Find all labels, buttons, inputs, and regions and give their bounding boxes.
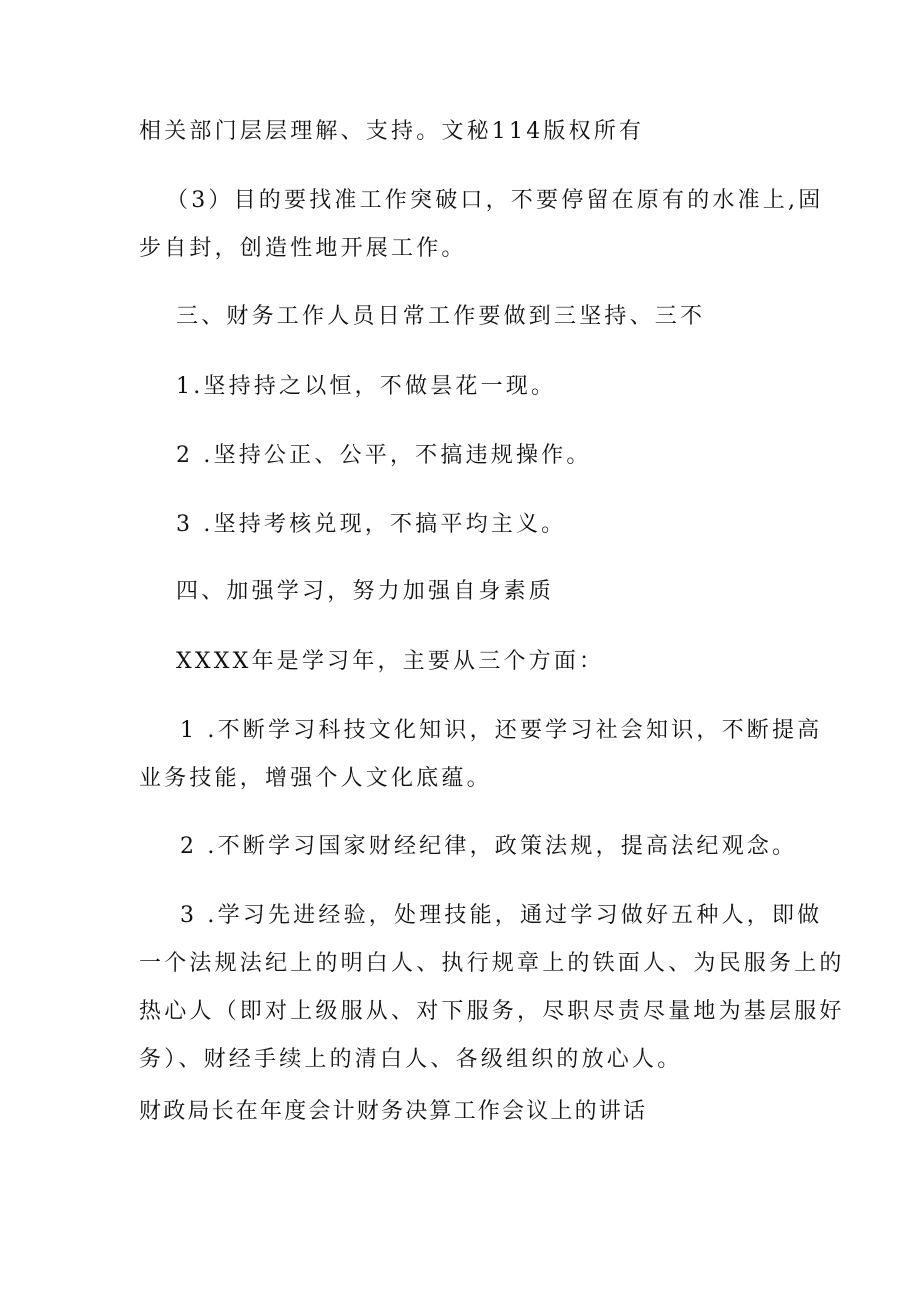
- list-item-1: 1.坚持持之以恒，不做昙花一现。: [176, 374, 557, 399]
- list-item-2: 2 .坚持公正、公平，不搞违规操作。: [176, 443, 592, 468]
- paragraph-line-3: 步自封，创造性地开展工作。: [139, 236, 467, 261]
- paragraph-line-2: （3）目的要找准工作突破口，不要停留在原有的水准上,固: [166, 188, 824, 213]
- section-heading-3: 三、财务工作人员日常工作要做到三坚持、三不: [176, 304, 706, 329]
- learning-item-3-line-1: 3 .学习先进经验，处理技能，通过学习做好五种人，即做: [180, 903, 823, 928]
- section-heading-4: 四、加强学习，努力加强自身素质: [176, 579, 555, 604]
- learning-item-3-line-2: 一个法规法纪上的明白人、执行规章上的铁面人、为民服务上的: [139, 951, 845, 976]
- paragraph-line-1: 相关部门层层理解、支持。文秘114版权所有: [139, 119, 645, 144]
- learning-item-1-line-1: 1 .不断学习科技文化知识，还要学习社会知识，不断提高: [180, 718, 823, 743]
- list-item-3: 3 .坚持考核兑现，不搞平均主义。: [176, 512, 567, 537]
- document-title: 财政局长在年度会计财务决算工作会议上的讲话: [139, 1099, 648, 1124]
- learning-item-3-line-3: 热心人（即对上级服从、对下服务，尽职尽责尽量地为基层服好: [139, 999, 845, 1024]
- learning-item-3-line-4: 务）、财经手续上的清白人、各级组织的放心人。: [139, 1047, 683, 1072]
- learning-item-1-line-2: 业务技能，增强个人文化底蕴。: [139, 766, 492, 791]
- learning-item-2: 2 .不断学习国家财经纪律，政策法规，提高法纪观念。: [180, 834, 798, 859]
- paragraph-intro: XXXX年是学习年，主要从三个方面：: [176, 649, 605, 674]
